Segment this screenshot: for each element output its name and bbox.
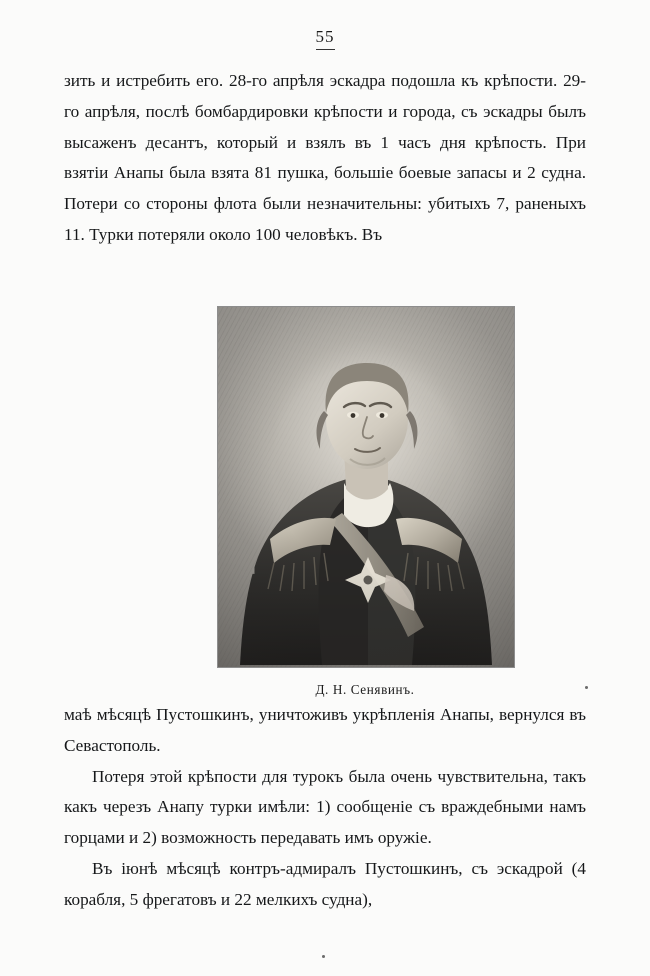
portrait-image [217,306,515,668]
paragraph-loss-of-fortress: Потеря этой крѣпости для турокъ была очень чувствительна, такъ какъ черезъ Анапу турки имѣли: 1) сообщеніе съ враждебными намъ горцами и 2) возможность передавать имъ оружіе. [64,766,586,848]
paragraph-june-squadron: Въ іюнѣ мѣсяцѣ контръ-адмиралъ Пустошкинъ, съ эскадрой (4 корабля, 5 фрегатовъ и 22 мелкихъ судна), [64,858,586,909]
body-text-top [64,66,586,251]
portrait-vignette [218,307,514,667]
page-number: 55 [316,28,335,50]
figure-caption: Д. Н. Сенявинъ. [315,682,415,697]
paragraph-may-month: маѣ мѣсяцѣ Пустошкинъ, уничтоживъ укрѣпленія Анапы, вернулся въ Севастополь. [64,705,586,755]
figure-portrait [217,306,513,698]
body-text-bottom [64,700,586,915]
paragraph-continued: зить и истребить его. 28-го апрѣля эскадра подошла къ крѣпости. 29-го апрѣля, послѣ бомбардировки крѣпости и города, съ эскадры былъ высаженъ десантъ, который и взялъ въ 1 часъ дня крѣпость. При взятіи Анапы была взята 81 пушка, большіе боевые запасы и 2 судна. Потери со стороны флота были незначительны: убитыхъ 7, раненыхъ 11. Турки потеряли около 100 человѣкъ. Въ [64,71,586,244]
page-speck-right [585,686,588,689]
page-number-container [0,28,650,50]
page-speck-bottom [322,955,325,958]
